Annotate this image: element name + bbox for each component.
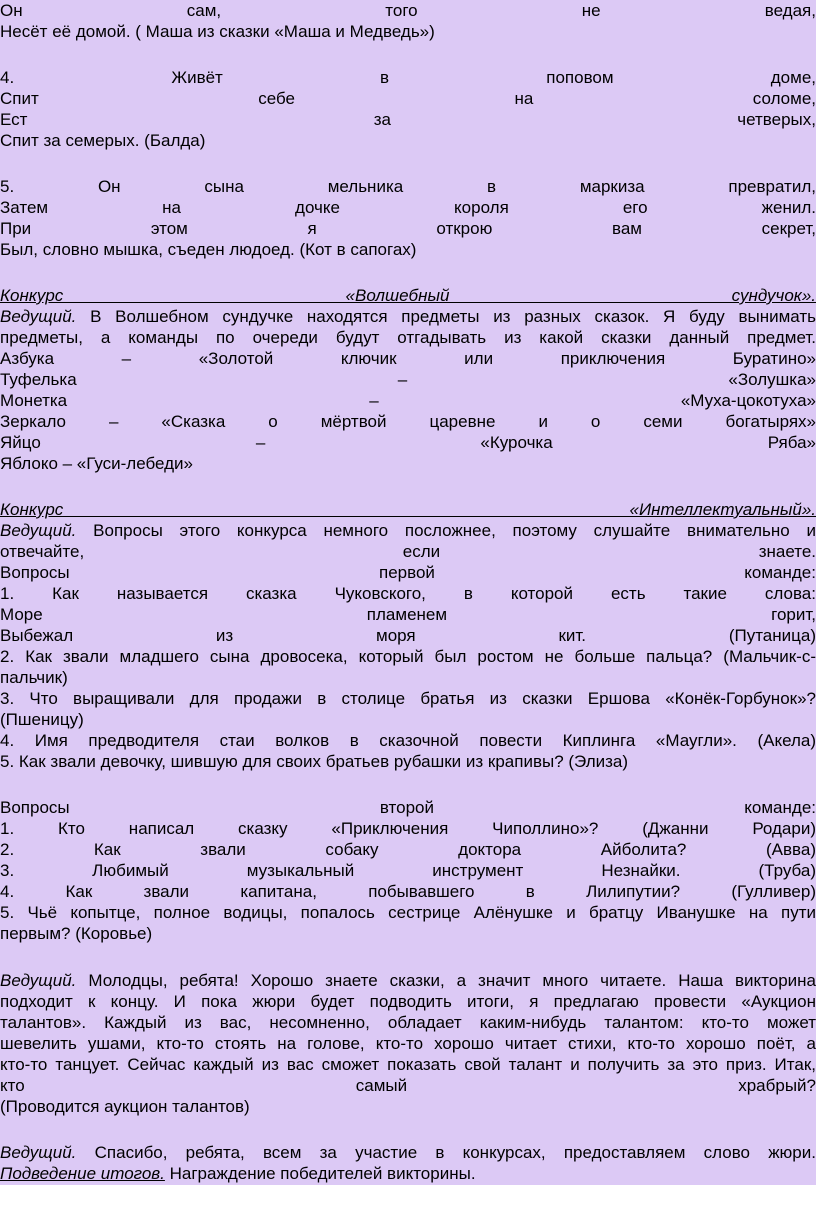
question-line: 2. Как звали собаку доктора Айболита? (Авва) bbox=[0, 840, 816, 859]
riddle-line: Ест за четверых, bbox=[0, 110, 816, 129]
riddle-line: 5. Он сына мельника в маркиза превратил, bbox=[0, 177, 816, 196]
question-line: 5. Как звали девочку, шившую для своих братьев рубашки из крапивы? (Элиза) bbox=[0, 752, 629, 771]
closing-speech bbox=[0, 970, 816, 1117]
chest-item: Азбука – «Золотой ключик или приключения Буратино» bbox=[0, 349, 816, 368]
question-line: 2. Как звали младшего сына дровосека, который был ростом не больше пальца? (Мальчик-с- bbox=[0, 647, 816, 666]
team2-questions bbox=[0, 797, 816, 944]
team1-heading: Вопросы первой команде: bbox=[0, 563, 816, 582]
summary-label: Подведение итогов. bbox=[0, 1164, 165, 1183]
host-line bbox=[0, 1142, 816, 1163]
final-speech bbox=[0, 1142, 816, 1184]
host-label: Ведущий. bbox=[0, 1143, 77, 1162]
question-line: Море пламенем горит, bbox=[0, 605, 816, 624]
chest-item: Туфелька – «Золушка» bbox=[0, 370, 816, 389]
question-line: 3. Любимый музыкальный инструмент Незнайки. (Труба) bbox=[0, 861, 816, 880]
riddle-5 bbox=[0, 176, 816, 260]
question-line: пальчик) bbox=[0, 668, 68, 687]
chest-item: Яйцо – «Курочка Ряба» bbox=[0, 433, 816, 452]
question-line: 4. Как звали капитана, побывавшего в Лилипутии? (Гулливер) bbox=[0, 882, 816, 901]
question-line: 3. Что выращивали для продажи в столице братья из сказки Ершова «Конёк-Горбунок»? bbox=[0, 689, 816, 708]
intro-line: предметы, а команды по очереди будут отгадывать из какой сказки данный предмет. bbox=[0, 328, 816, 347]
award-text: Награждение победителей викторины. bbox=[164, 1164, 476, 1183]
chest-item: Монетка – «Муха-цокотуха» bbox=[0, 391, 816, 410]
final-text: Спасибо, ребята, всем за участие в конкурсах, предоставляем слово жюри. bbox=[76, 1143, 816, 1162]
riddle-line: Несёт её домой. ( Маша из сказки «Маша и Медведь») bbox=[0, 22, 435, 41]
question-line: 5. Чьё копытце, полное водицы, попалось сестрице Алёнушке и братцу Иванушке на пути bbox=[0, 903, 816, 922]
team2-heading: Вопросы второй команде: bbox=[0, 798, 816, 817]
intro-text: В Волшебном сундучке находятся предметы из разных сказок. Я буду вынимать bbox=[76, 307, 816, 326]
host-line bbox=[0, 970, 816, 991]
summary-line bbox=[0, 1163, 816, 1184]
host-label: Ведущий. bbox=[0, 521, 77, 540]
auction-note: (Проводится аукцион талантов) bbox=[0, 1097, 250, 1116]
closing-line: талантов». Каждый из вас, несомненно, обладает каким-нибудь талантом: кто-то может bbox=[0, 1013, 816, 1032]
contest-title: Конкурс «Интеллектуальный». bbox=[0, 500, 816, 519]
intro-line: отвечайте, если знаете. bbox=[0, 542, 816, 561]
host-intro-line bbox=[0, 306, 816, 327]
question-line: Выбежал из моря кит. (Путаница) bbox=[0, 626, 816, 645]
closing-line: подходит к концу. И пока жюри будет подводить итоги, я предлагаю провести «Аукцион bbox=[0, 992, 816, 1011]
riddle-line: Был, словно мышка, съеден людоед. (Кот в сапогах) bbox=[0, 240, 417, 259]
host-intro-line bbox=[0, 520, 816, 541]
question-line: (Пшеницу) bbox=[0, 710, 84, 729]
riddle-3 bbox=[0, 0, 816, 42]
intro-text: Вопросы этого конкурса немного посложнее, поэтому слушайте внимательно и bbox=[76, 521, 816, 540]
chest-item: Яблоко – «Гуси-лебеди» bbox=[0, 454, 193, 473]
contest-magic-chest bbox=[0, 285, 816, 474]
host-label: Ведущий. bbox=[0, 971, 77, 990]
riddle-line: Он сам, того не ведая, bbox=[0, 1, 816, 20]
riddle-line: Спит себе на соломе, bbox=[0, 89, 816, 108]
question-line: 1. Кто написал сказку «Приключения Чиполлино»? (Джанни Родари) bbox=[0, 819, 816, 838]
contest-title: Конкурс «Волшебный сундучок». bbox=[0, 286, 816, 305]
riddle-line: Затем на дочке короля его женил. bbox=[0, 198, 816, 217]
question-line: 4. Имя предводителя стаи волков в сказочной повести Киплинга «Маугли». (Акела) bbox=[0, 731, 816, 750]
closing-line: кто-то танцует. Сейчас каждый из вас сможет показать свой талант и получить за это приз. Итак, bbox=[0, 1055, 816, 1074]
question-line: 1. Как называется сказка Чуковского, в которой есть такие слова: bbox=[0, 584, 816, 603]
closing-line: кто самый храбрый? bbox=[0, 1076, 816, 1095]
riddle-line: 4. Живёт в поповом доме, bbox=[0, 68, 816, 87]
riddle-line: Спит за семерых. (Балда) bbox=[0, 131, 206, 150]
chest-item: Зеркало – «Сказка о мёртвой царевне и о семи богатырях» bbox=[0, 412, 816, 431]
host-label: Ведущий. bbox=[0, 307, 77, 326]
contest-intellectual bbox=[0, 499, 816, 772]
riddle-4 bbox=[0, 67, 816, 151]
riddle-line: При этом я открою вам секрет, bbox=[0, 219, 816, 238]
closing-text: Молодцы, ребята! Хорошо знаете сказки, а значит много читаете. Наша викторина bbox=[76, 971, 816, 990]
closing-line: шевелить ушами, кто-то стоять на голове, кто-то хорошо читает стихи, кто-то хорошо поёт, а bbox=[0, 1034, 816, 1053]
question-line: первым? (Коровье) bbox=[0, 924, 153, 943]
